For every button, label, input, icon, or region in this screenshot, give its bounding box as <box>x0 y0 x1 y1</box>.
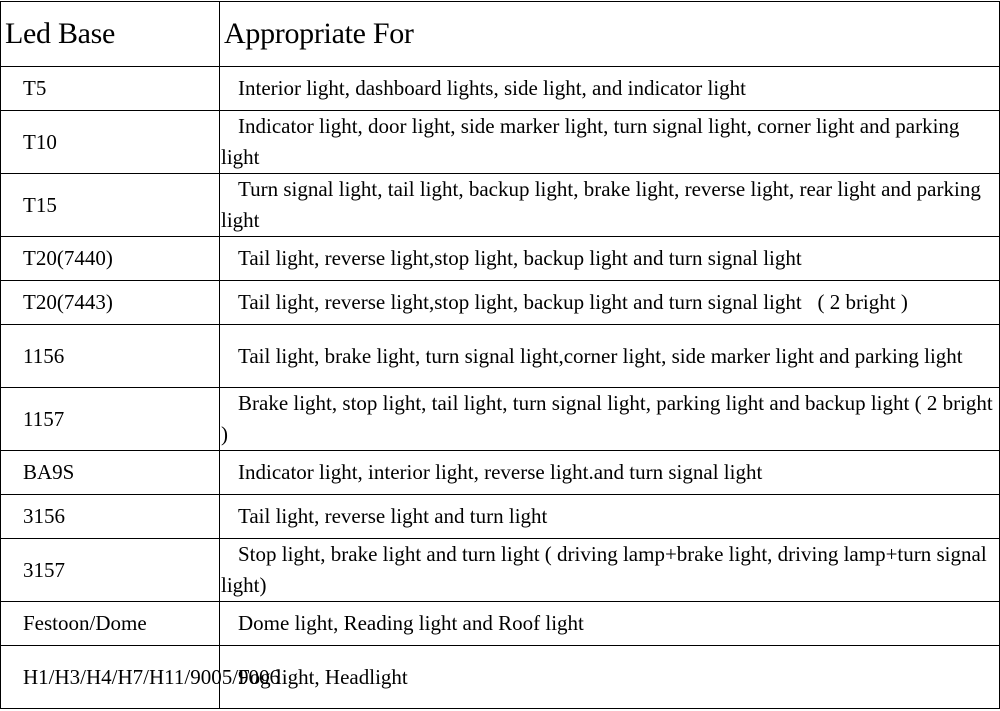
led-base-cell: T20(7443) <box>1 281 220 325</box>
table-row <box>1 646 1000 709</box>
appropriate-for-cell: Indicator light, interior light, reverse light.and turn signal light <box>220 451 1000 495</box>
table-row <box>1 325 1000 388</box>
table-row <box>1 539 1000 602</box>
table-row <box>1 111 1000 174</box>
header-led-base: Led Base <box>1 2 220 67</box>
led-base-cell: 1157 <box>1 388 220 451</box>
led-base-cell: T15 <box>1 174 220 237</box>
appropriate-for-cell: Interior light, dashboard lights, side light, and indicator light <box>220 67 1000 111</box>
led-base-cell: H1/H3/H4/H7/H11/9005/9006 <box>1 646 220 709</box>
led-base-table <box>0 1 1000 709</box>
table-row <box>1 67 1000 111</box>
led-base-cell: Festoon/Dome <box>1 602 220 646</box>
appropriate-for-cell: Fog light, Headlight <box>220 646 1000 709</box>
led-base-cell: BA9S <box>1 451 220 495</box>
appropriate-for-cell: Dome light, Reading light and Roof light <box>220 602 1000 646</box>
led-base-cell: T5 <box>1 67 220 111</box>
appropriate-for-cell: Turn signal light, tail light, backup light, brake light, reverse light, rear light and parking light <box>220 174 1000 237</box>
table-row <box>1 451 1000 495</box>
led-base-cell: 3157 <box>1 539 220 602</box>
appropriate-for-cell: Tail light, reverse light,stop light, backup light and turn signal light <box>220 237 1000 281</box>
appropriate-for-cell: Brake light, stop light, tail light, turn signal light, parking light and backup light ( 2 bright ) <box>220 388 1000 451</box>
appropriate-for-cell: Tail light, reverse light,stop light, backup light and turn signal light ( 2 bright ) <box>220 281 1000 325</box>
appropriate-for-cell: Tail light, reverse light and turn light <box>220 495 1000 539</box>
table-row <box>1 495 1000 539</box>
led-base-cell: T20(7440) <box>1 237 220 281</box>
appropriate-for-cell: Indicator light, door light, side marker light, turn signal light, corner light and parking light <box>220 111 1000 174</box>
table-row <box>1 237 1000 281</box>
led-base-cell: 1156 <box>1 325 220 388</box>
table-row <box>1 174 1000 237</box>
table-row <box>1 388 1000 451</box>
led-base-cell: T10 <box>1 111 220 174</box>
header-appropriate-for: Appropriate For <box>220 2 1000 67</box>
table-header-row <box>1 2 1000 67</box>
table-row <box>1 602 1000 646</box>
led-base-cell: 3156 <box>1 495 220 539</box>
appropriate-for-cell: Tail light, brake light, turn signal light,corner light, side marker light and parking light <box>220 325 1000 388</box>
table-row <box>1 281 1000 325</box>
appropriate-for-cell: Stop light, brake light and turn light ( driving lamp+brake light, driving lamp+turn signal light) <box>220 539 1000 602</box>
